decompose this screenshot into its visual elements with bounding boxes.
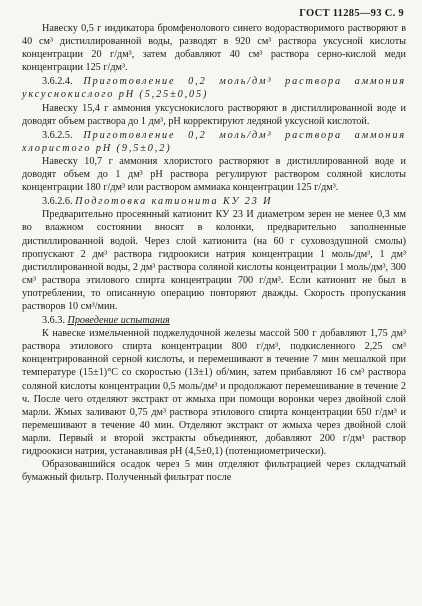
section-3-6-2-5-heading — [22, 129, 406, 155]
section-number: 3.6.2.6. — [42, 196, 73, 208]
paragraph-ammonium-acetate: Навеску 15,4 г аммония уксуснокислого растворяют в дистиллированной воде и доводят объем раствора до 1 дм³, pH корректируют ледяной уксусной кислотой. — [22, 102, 406, 127]
paragraph-cationite-preparation: Предварительно просеянный катионит КУ 23 И диаметром зерен не менее 0,3 мм во влажном состоянии вносят в колонки, предварительно заполненные дистиллированной водой. Через слой катионита (на 60 г суховоздушной смолы) пропускают 2 дм³ раствора гидроокиси натрия концентрации 1 моль/дм³, 1 дм³ дистиллированной воды, 2 дм³ раствора соляной кислоты концентрации 1 моль/дм³, 300 см³ раствора этилового спирта концентрации 700 г/дм³. Если катионит не был в употреблении, то описанную операцию повторяют дважды. Скорость пропускания растворов 10 см³/мин. — [22, 209, 406, 312]
paragraph-ammonium-chloride: Навеску 10,7 г аммония хлористого растворяют в дистиллированной воде и доводят объем до 1 дм³ pH раствора регулируют раствором соляной кислоты концентрации 180 г/дм³ или раствором аммиака концентрации 125 г/дм³. — [22, 155, 406, 194]
section-number: 3.6.2.5. — [42, 129, 73, 141]
section-title: Приготовление 0,2 моль/дм³ раствора аммония хлористого pH (9,5±0,2) — [22, 129, 406, 154]
paragraph-filtration: Образовавшийся осадок через 5 мин отделяют фильтрацией через складчатый бумажный фильтр. Полученный фильтрат после — [22, 459, 406, 484]
section-3-6-2-4-heading — [22, 75, 406, 101]
section-3-6-2-6-heading — [22, 195, 406, 208]
section-title: Подготовка катионита КУ 23 И — [75, 196, 273, 208]
section-title: Приготовление 0,2 моль/дм³ раствора аммония уксуснокислого pH (5,25±0,05) — [22, 76, 406, 101]
document-body — [22, 22, 406, 484]
paragraph-indicator-preparation: Навеску 0,5 г индикатора бромфенолового синего водорастворимого растворяют в 40 см³ дистиллированной воды, разводят в 920 см³ раствора уксусной кислоты концентрации 20 г/дм³, затем добавляют 40 см³ раствора серно-кислой меди концентрации 125 г/дм³. — [22, 23, 406, 74]
section-number: 3.6.3. — [42, 315, 65, 327]
page-header: ГОСТ 11285—93 С. 9 — [299, 8, 404, 19]
section-3-6-3-heading — [22, 314, 406, 327]
paragraph-test-procedure: К навеске измельченной поджелудочной железы массой 500 г добавляют 1,75 дм³ раствора этилового спирта концентрации 800 г/дм³, подкисленного 2,25 см³ концентрированной серной кислоты, и перемешивают в течение 7 мин мешалкой при температуре (15±1)°С со скоростью (13±1) об/мин, затем прибавляют 16 см³ раствора соляной кислоты концентрации 0,5 моль/дм³ и продолжают перемешивание в течение 2 ч. После чего отделяют экстракт от жмыха при помощи воронки через двойной слой марли. Жмых заливают 0,75 дм³ раствора этилового спирта концентрации 650 г/дм³ и перемешивают в течение 40 мин. Отделяют экстракт от жмыха через двойной слой марли. Первый и второй экстракты объединяют, добавляют 200 г/дм³ раствор гидроокиси натрия, устанавливая pH (4,5±0,1) (потенциометрически). — [22, 328, 406, 457]
section-number: 3.6.2.4. — [42, 76, 73, 88]
section-title: Проведение испытания — [67, 315, 170, 327]
